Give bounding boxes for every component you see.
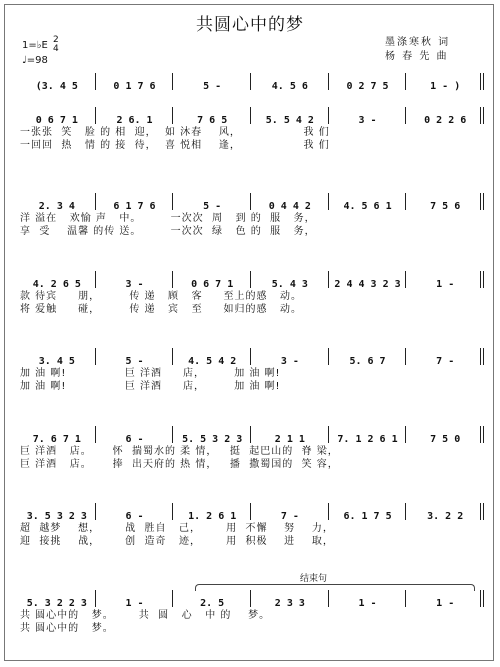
measure: 3. 5 3 2 3 — [18, 500, 96, 522]
song-title: 共圆心中的梦 — [196, 15, 304, 35]
lyric-line: 共 圆心中的 梦。 共 圆 心 中 的 梦。 — [20, 610, 271, 621]
measure: 4. 5 6 1 — [329, 190, 407, 212]
measure: 5. 5 3 2 3 — [173, 423, 251, 445]
measure: 7. 6 7 1 — [18, 423, 96, 445]
measure: 5. 4 3 — [251, 268, 329, 290]
measure: 5. 5 4 2 — [251, 104, 329, 126]
measure: 0 2 7 5 — [329, 70, 407, 92]
measure: 0 2 2 6 — [406, 104, 484, 126]
measure: 5 - — [173, 190, 251, 212]
lyric-line: 一回回 热 情 的 接 待， 喜 悦相 逢， 我 们 — [20, 140, 330, 151]
measure: 7 6 5 — [173, 104, 251, 126]
notes-row — [18, 70, 484, 92]
measure: 0 4 4 2 — [251, 190, 329, 212]
measure: 5. 6 7 — [329, 345, 407, 367]
lyric-line: 享 受 温馨 的传 送。 一次次 绿 色 的 服 务， — [20, 226, 316, 237]
lyric-line: 加 油 啊! 巨 洋酒 店， 加 油 啊! — [20, 381, 281, 392]
measure: 4. 5 6 — [251, 70, 329, 92]
measure: 2. 5 — [173, 587, 251, 609]
measure: 2 4 4 3 2 3 — [329, 268, 407, 290]
ending-label: 结束句 — [300, 574, 328, 584]
composer-credit: 杨 春 先 曲 — [385, 51, 449, 62]
measure: 7 5 0 — [406, 423, 484, 445]
score-system — [18, 104, 484, 152]
measure: 4. 2 6 5 — [18, 268, 96, 290]
score-system — [18, 345, 484, 393]
score-credits — [385, 36, 450, 64]
time-signature-bottom: 4 — [52, 44, 59, 54]
lyric-line: 加 油 啊! 巨 洋酒 店， 加 油 啊! — [20, 368, 281, 379]
time-signature — [53, 36, 59, 54]
score-system — [18, 500, 484, 548]
measure: (3. 4 5 — [18, 70, 96, 92]
notes-row — [18, 500, 484, 522]
measure: 4. 5 4 2 — [173, 345, 251, 367]
measure: 3 - — [96, 268, 174, 290]
measure: 0 6 7 1 — [173, 268, 251, 290]
measure: 1 - ) — [406, 70, 484, 92]
lyric-line: 超 越梦 想， 战 胜自 己， 用 不懈 努 力， — [20, 523, 334, 534]
measure: 0 6 7 1 — [18, 104, 96, 126]
measure: 5 - — [96, 345, 174, 367]
lyric-line: 巨 洋酒 店。 捧 出天府的 热 情， 播 撒蜀国的 笑 容， — [20, 459, 339, 470]
measure: 7. 1 2 6 1 — [329, 423, 407, 445]
score-system — [18, 268, 484, 316]
measure: 1 - — [406, 268, 484, 290]
measure: 6. 1 7 5 — [329, 500, 407, 522]
key-signature: 1=♭E — [22, 40, 48, 51]
measure: 2. 3 4 — [18, 190, 96, 212]
lyric-line: 一张张 笑 脸 的 相 迎， 如 沐春 风， 我 们 — [20, 127, 330, 138]
measure: 3 - — [329, 104, 407, 126]
lyric-line: 款 待宾 朋， 传 递 顾 客 至上的感 动。 — [20, 291, 303, 302]
score-frame — [4, 4, 494, 661]
measure: 7 - — [406, 345, 484, 367]
measure: 6 - — [96, 500, 174, 522]
measure: 6 - — [96, 423, 174, 445]
score-system — [18, 190, 484, 238]
ending-bracket — [195, 584, 475, 591]
measure: 1 - — [96, 587, 174, 609]
measure: 2 6. 1 — [96, 104, 174, 126]
score-system — [18, 423, 484, 471]
measure: 2 3 3 — [251, 587, 329, 609]
tempo-marking: ♩=98 — [22, 55, 48, 66]
measure: 1 - — [406, 587, 484, 609]
measure: 7 - — [251, 500, 329, 522]
lyric-line: 迎 接挑 战， 创 造奇 迹， 用 积极 进 取， — [20, 536, 334, 547]
measure: 1. 2 6 1 — [173, 500, 251, 522]
measure: 1 - — [329, 587, 407, 609]
score-header-left — [22, 36, 59, 67]
measure: 6 1 7 6 — [96, 190, 174, 212]
lyric-line: 将 爱触 碰， 传 递 宾 至 如归的感 动。 — [20, 304, 303, 315]
measure: 5 - — [173, 70, 251, 92]
measure: 3. 4 5 — [18, 345, 96, 367]
notes-row — [18, 190, 484, 212]
measure: 5. 3 2 2 3 — [18, 587, 96, 609]
time-signature-top: 2 — [52, 35, 59, 45]
notes-row — [18, 104, 484, 126]
lyric-line: 共 圆心中的 梦。 — [20, 623, 114, 634]
notes-row — [18, 423, 484, 445]
lyricist-credit: 墨涤寒秋 词 — [385, 37, 451, 48]
score-system — [18, 70, 484, 92]
measure: 2 1 1 — [251, 423, 329, 445]
notes-row — [18, 345, 484, 367]
lyric-line: 巨 洋酒 店。 怀 揣蜀水的 柔 情， 挺 起巴山的 脊 梁， — [20, 446, 339, 457]
notes-row — [18, 268, 484, 290]
lyric-line: 洋 溢在 欢愉 声 中。 一次次 周 到 的 服 务， — [20, 213, 316, 224]
measure: 7 5 6 — [406, 190, 484, 212]
measure: 3 - — [251, 345, 329, 367]
score-system — [18, 587, 484, 635]
measure: 0 1 7 6 — [96, 70, 174, 92]
measure: 3. 2 2 — [406, 500, 484, 522]
